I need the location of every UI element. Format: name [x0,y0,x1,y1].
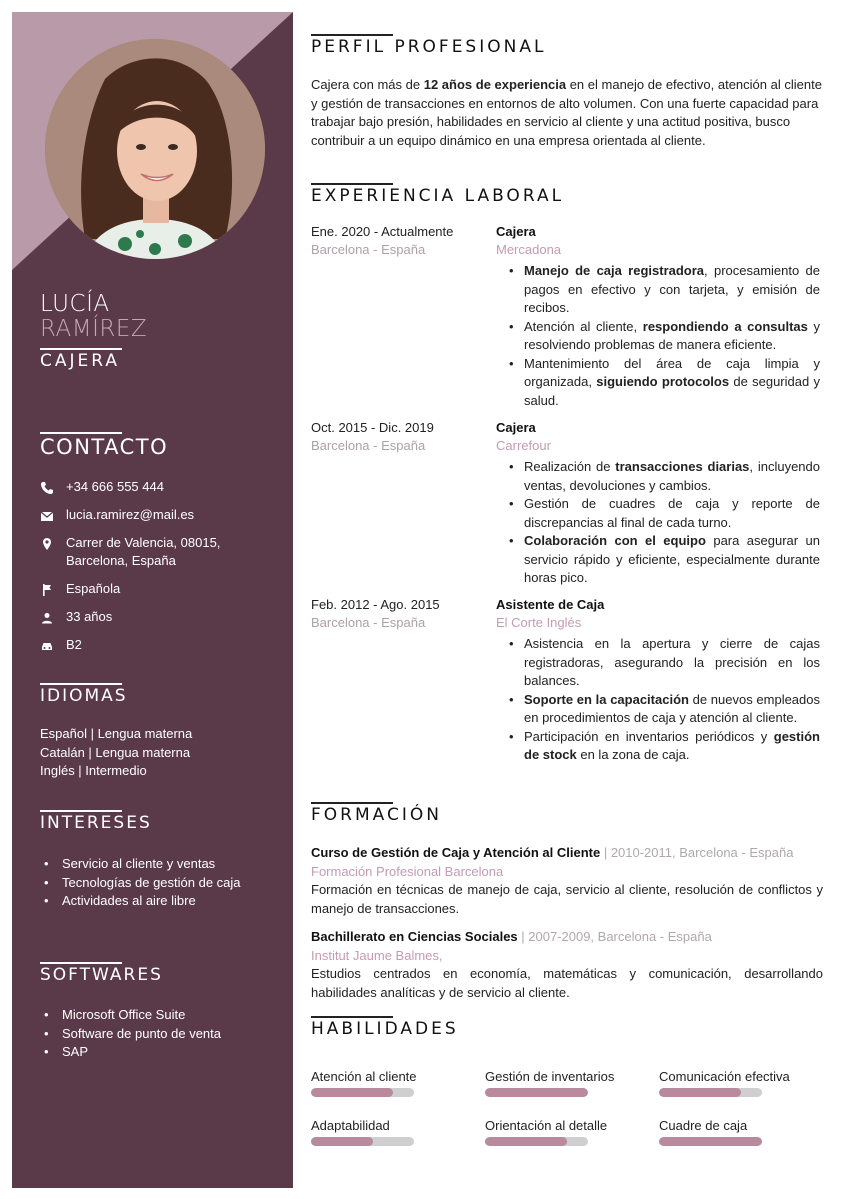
job-location: Barcelona - España [311,438,426,453]
interest-item: • Actividades al aire libre [40,892,241,911]
education-institution: Formación Profesional Barcelona [311,863,504,879]
education-separator: | [600,845,611,860]
person-icon [40,611,54,625]
education-entry [311,844,823,918]
contact-divider [40,432,122,434]
sidebar [12,12,293,1188]
contact-address [40,534,290,570]
phone-icon [40,481,54,495]
job-bullet [496,728,820,765]
bullet-text: , incluyendo ventas, devoluciones y cambios. [524,459,820,493]
experience-heading: EXPERIENCIA LABORAL [311,186,565,206]
interests-divider [40,810,122,812]
language-item: Español | Lengua materna [40,726,193,741]
job-title: Cajera [496,420,536,435]
skill-item [659,1118,819,1146]
language-item: Inglés | Intermedio [40,763,147,778]
bullet-text: Asistencia en la apertura y cierre de cajas registradoras, asegurando la precisión en los balances. [524,636,820,688]
skill-bar-fill [311,1088,393,1097]
profile-text-bold: 12 años de experiencia [423,77,567,92]
education-separator: | [517,929,529,944]
skill-label: Cuadre de caja [659,1118,748,1133]
job-date: Oct. 2015 - Dic. 2019 [311,420,434,435]
job-date: Feb. 2012 - Ago. 2015 [311,597,440,612]
job-bullet [496,495,820,532]
profile-divider [311,34,393,36]
skill-item [311,1069,471,1097]
job-title: Cajera [496,224,536,239]
skill-bar-track [659,1088,762,1097]
education-entry [311,928,823,1002]
job-bullet [496,458,820,495]
skill-item [485,1118,645,1146]
skill-bar-track [485,1137,588,1146]
skill-label: Orientación al detalle [485,1118,608,1133]
bullet-text: Gestión de cuadres de caja y reporte de discrepancias al final de cada turno. [524,496,820,530]
job-location: Barcelona - España [311,615,426,630]
contact-nationality [40,580,290,598]
job-bullets [496,635,820,765]
skill-bar-track [311,1088,414,1097]
profile-heading: PERFIL PROFESIONAL [311,37,547,57]
contact-address-text: Carrer de Valencia, 08015, Barcelona, España [66,535,221,568]
bullet-bold: respondiendo a consultas [642,318,808,334]
bullet-bold: transacciones diarias [615,459,750,474]
flag-icon [40,583,54,597]
skills-divider [311,1016,393,1018]
education-meta: 2010-2011, Barcelona - España [610,845,794,860]
skill-label: Gestión de inventarios [485,1069,615,1084]
car-icon [40,639,54,653]
job-date: Ene. 2020 - Actualmente [311,224,454,239]
job-bullet [496,355,820,411]
bullet-bold: Colaboración con el equipo [524,533,706,548]
job-bullet [496,532,820,588]
education-meta: 2007-2009, Barcelona - España [528,929,712,944]
bullet-text: Atención al cliente, [524,318,643,334]
profile-text-part: en el manejo de efectivo, atención al cliente y gestión de transacciones en entornos de alto volumen. Con una fuerte capacidad para trabajar bajo presión, habilidades en servicio al cliente y una actitud positiva, busco contribuir a un equipo dinámico en una empresa orientada al cliente. [311,77,822,148]
bullet-text: Participación en inventarios periódicos y [524,728,774,744]
skill-bar-fill [659,1088,741,1097]
skill-bar-track [485,1088,588,1097]
education-description: Formación en técnicas de manejo de caja, servicio al cliente, resolución de conflictos y manejo de transacciones. [311,882,823,916]
languages-list [40,725,192,781]
job-title: Asistente de Caja [496,597,605,612]
software-heading: SOFTWARES [40,965,163,985]
languages-heading: IDIOMAS [40,686,128,706]
bullet-text: en la zona de caja. [576,747,690,762]
skill-label: Comunicación efectiva [659,1069,790,1084]
bullet-text: de seguridad y salud. [524,374,820,408]
software-item: • Microsoft Office Suite [40,1006,221,1025]
bullet-bold: Manejo de caja registradora [524,263,705,278]
contact-phone [40,478,290,496]
contact-list [40,478,290,664]
job-company: Mercadona [496,242,562,257]
job-bullet [496,262,820,318]
skill-label: Atención al cliente [311,1069,417,1084]
job-company: Carrefour [496,438,551,453]
bullet-text: y resolviendo problemas de manera eficiente. [524,318,820,352]
location-pin-icon [40,537,54,551]
job-role: CAJERA [40,351,121,371]
bullet-text: Realización de [524,459,616,474]
first-name: LUCÍA [40,291,110,317]
contact-phone-text: +34 666 555 444 [66,479,164,494]
contact-age [40,608,290,626]
interests-heading: INTERESES [40,813,152,833]
skill-bar-fill [485,1088,588,1097]
skill-bar-fill [311,1137,373,1146]
bullet-bold: siguiendo protocolos [596,374,730,389]
role-divider [40,348,122,350]
last-name: RAMÍREZ [40,316,148,342]
skill-item [659,1069,819,1097]
person-name [40,292,147,342]
job-bullet [496,635,820,691]
software-list [40,1006,221,1062]
contact-license [40,636,290,654]
job-company: El Corte Inglés [496,615,582,630]
contact-email [40,506,290,524]
skill-label: Adaptabilidad [311,1118,390,1133]
skill-item [311,1118,471,1146]
job-bullets [496,262,820,410]
profile-text [311,76,823,150]
contact-heading: CONTACTO [40,435,169,459]
skill-item [485,1069,645,1097]
education-title: Curso de Gestión de Caja y Atención al Cliente [311,845,601,860]
interest-item: • Tecnologías de gestión de caja [40,874,241,893]
language-item: Catalán | Lengua materna [40,744,191,760]
interest-item: • Servicio al cliente y ventas [40,855,241,874]
job-bullets [496,458,820,588]
education-title: Bachillerato en Ciencias Sociales [311,929,518,944]
software-item: • SAP [40,1043,221,1062]
education-description: Estudios centrados en economía, matemáticas y comunicación, desarrollando habilidades analíticas y de servicio al cliente. [311,966,823,1000]
interests-list [40,855,241,911]
contact-email-text: lucia.ramirez@mail.es [66,507,195,522]
software-item: • Software de punto de venta [40,1025,221,1044]
education-heading: FORMACIÓN [311,805,442,825]
bullet-text: Mantenimiento del área de caja limpia y organizada, [524,355,820,389]
profile-photo [45,39,265,259]
bullet-bold: gestión de stock [524,728,820,762]
contact-license-text: B2 [66,637,82,652]
bullet-text: , procesamiento de pagos en efectivo y con tarjeta, y emisión de recibos. [524,263,820,315]
skill-bar-track [659,1137,762,1146]
languages-divider [40,683,122,685]
skill-bar-fill [659,1137,762,1146]
job-bullet [496,318,820,355]
skill-bar-track [311,1137,414,1146]
profile-text-part: Cajera con más de [311,77,424,92]
experience-divider [311,183,393,185]
contact-age-text: 33 años [66,609,113,624]
software-divider [40,962,122,964]
bullet-bold: Soporte en la capacitación [524,691,689,707]
bullet-text: para asegurar un servicio rápido y eficiente, especialmente durante horas pico. [524,533,820,585]
skill-bar-fill [485,1137,567,1146]
education-institution: Institut Jaume Balmes, [311,947,443,963]
mail-icon [40,509,54,523]
skills-heading: HABILIDADES [311,1019,459,1039]
bullet-text: de nuevos empleados en procedimientos de caja y atención al cliente. [524,691,820,725]
job-bullet [496,691,820,728]
education-divider [311,802,393,804]
job-location: Barcelona - España [311,242,426,257]
contact-nationality-text: Española [66,581,121,596]
